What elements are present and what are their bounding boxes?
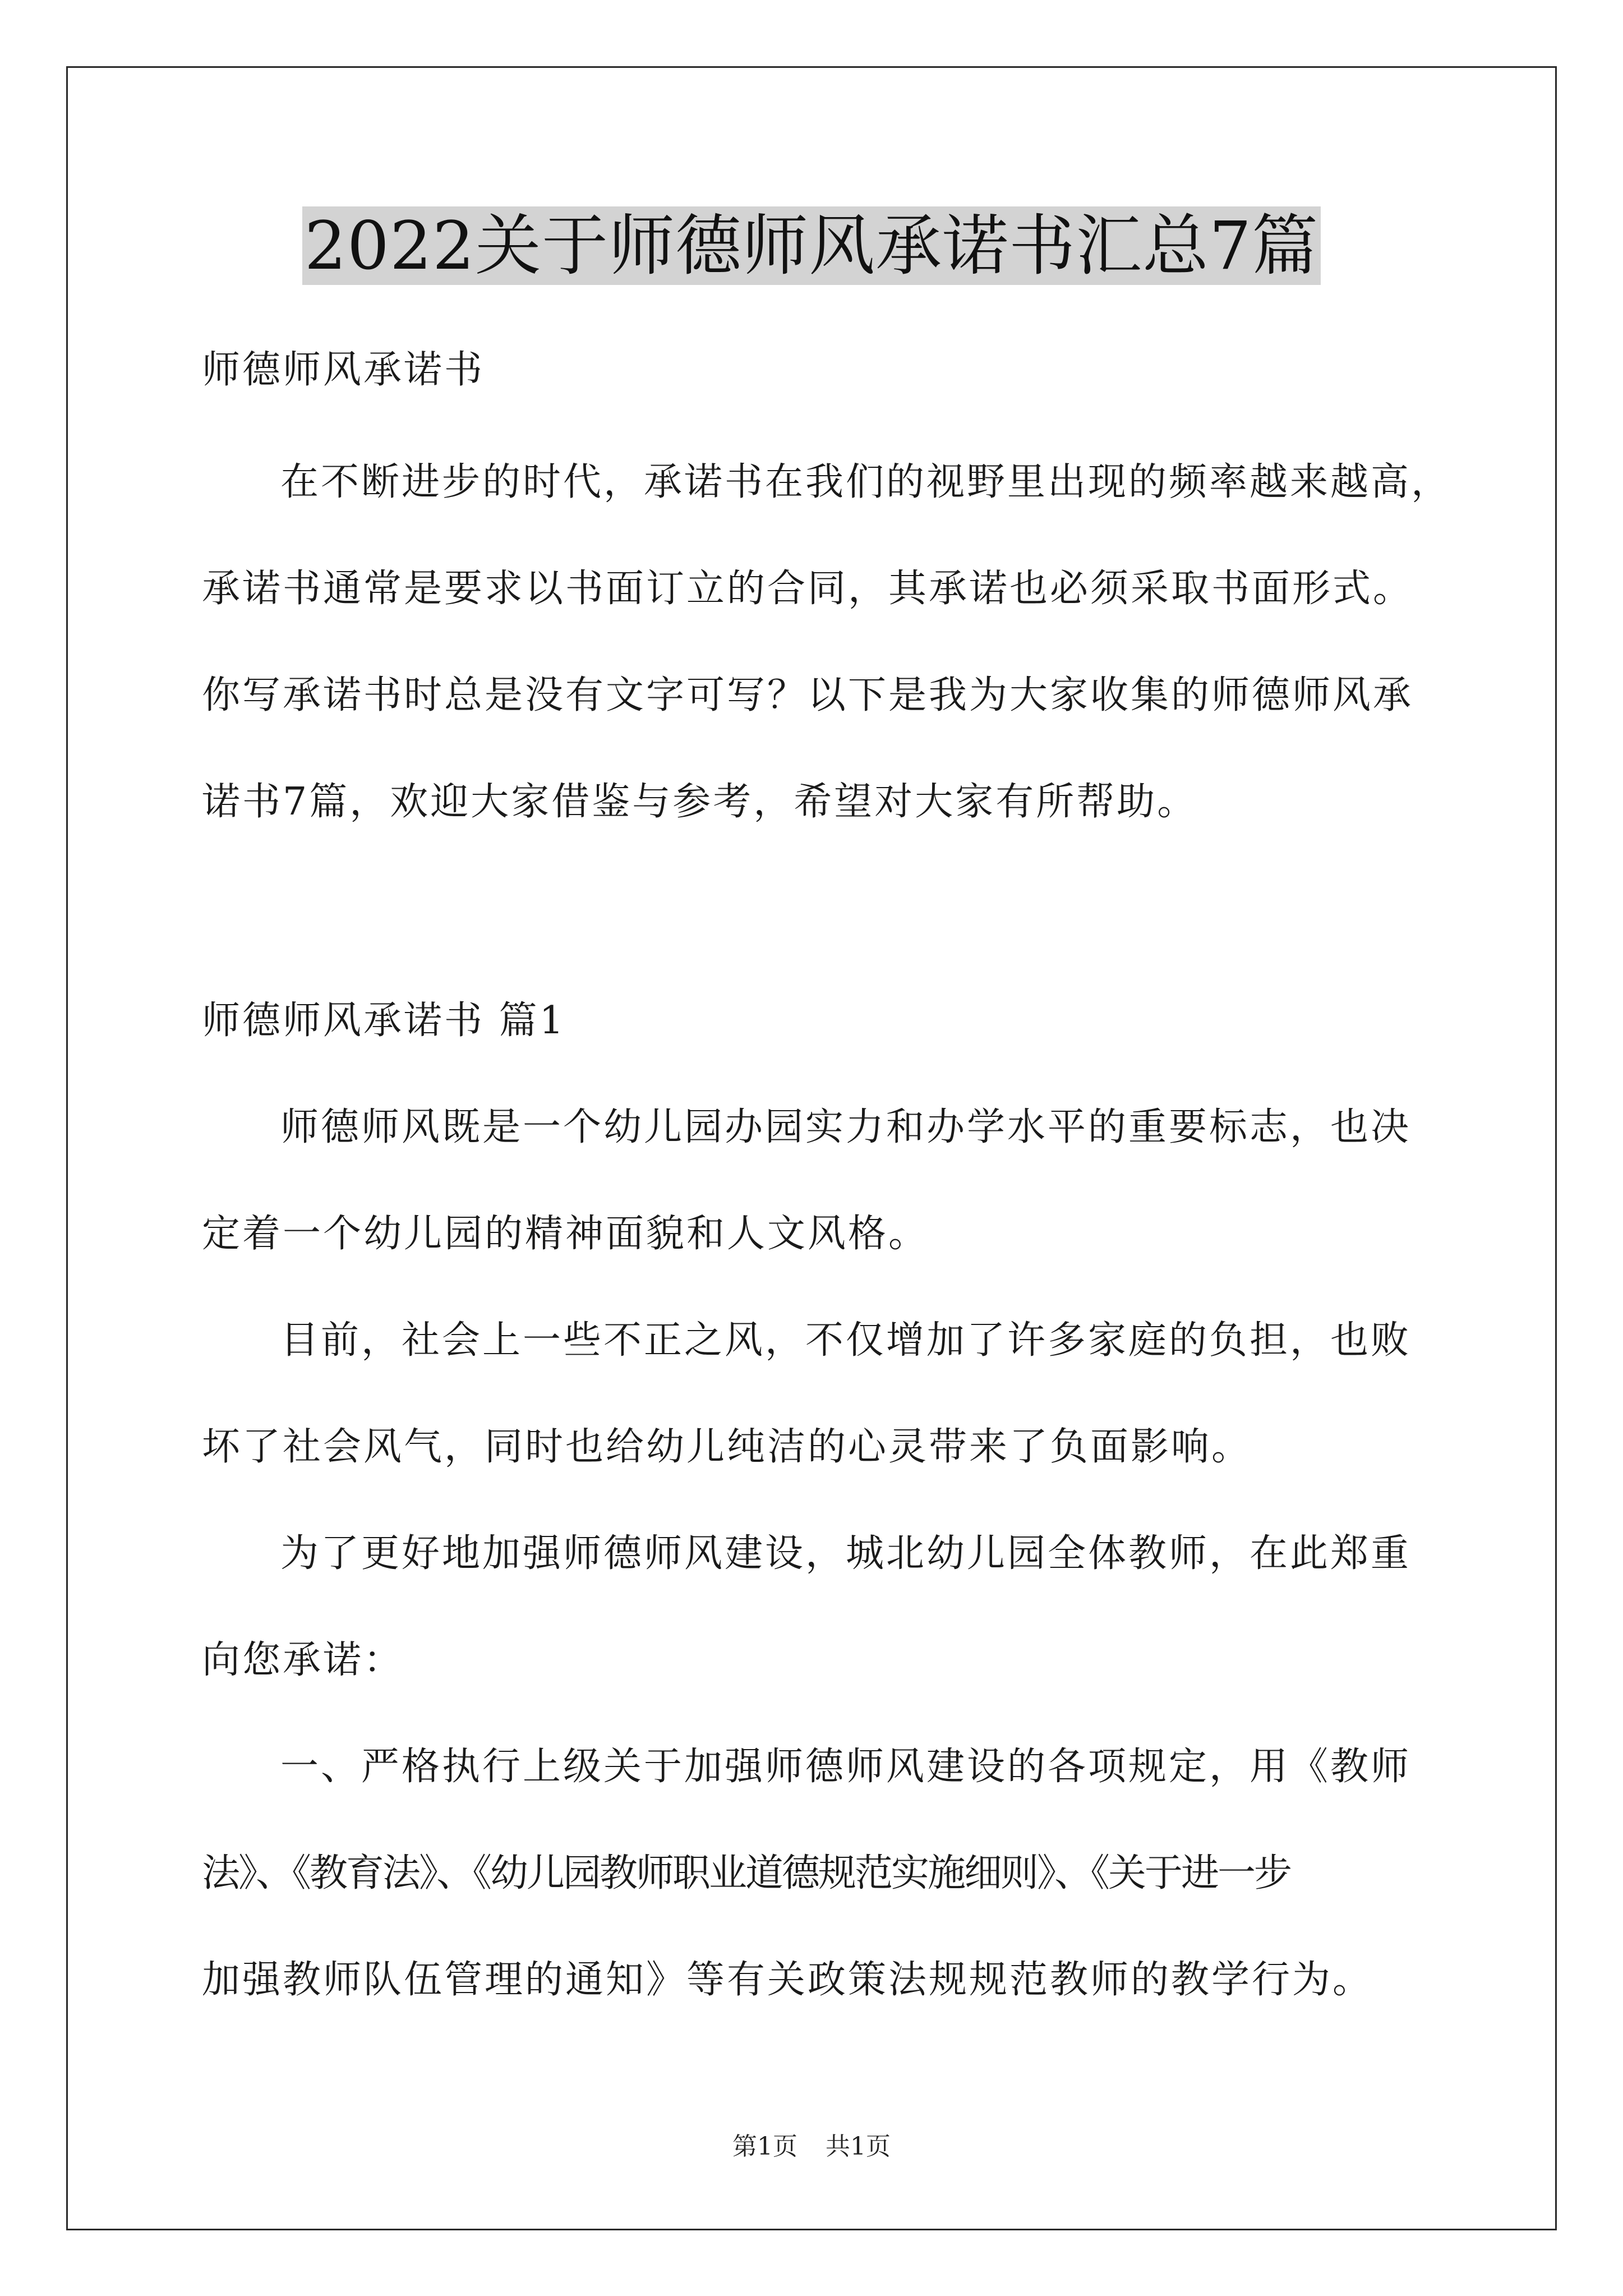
title-container [0,206,1623,285]
intro-line: 承诺书通常是要求以书面订立的合同，其承诺也必须采取书面形式。 [202,567,1414,611]
page-total: 共1页 [826,2132,891,2161]
paragraph-line: 目前，社会上一些不正之风，不仅增加了许多家庭的负担，也败 [280,1318,1412,1363]
paragraph-line: 坏了社会风气，同时也给幼儿纯洁的心灵带来了负面影响。 [202,1425,1252,1469]
paragraph-line: 法》、《教育法》、《幼儿园教师职业道德规范实施细则》、《关于进一步 [202,1851,1291,1895]
paragraph-line: 一、严格执行上级关于加强师德师风建设的各项规定，用《教师 [280,1745,1412,1789]
document-title: 2022关于师德师风承诺书汇总7篇 [302,206,1321,285]
paragraph-line: 为了更好地加强师德师风建设，城北幼儿园全体教师，在此郑重 [280,1531,1412,1576]
intro-line: 诺书7篇，欢迎大家借鉴与参考，希望对大家有所帮助。 [202,780,1198,824]
page-number: 第1页 [732,2132,797,2161]
paragraph-line: 师德师风既是一个幼儿园办园实力和办学水平的重要标志，也决 [280,1105,1412,1149]
paragraph-line: 定着一个幼儿园的精神面貌和人文风格。 [202,1212,929,1256]
paragraph-line: 向您承诺： [202,1638,404,1682]
paragraph-line: 加强教师队伍管理的通知》等有关政策法规规范教师的教学行为。 [202,1958,1373,2002]
section-heading-1: 师德师风承诺书 篇1 [202,999,566,1043]
page-footer [0,2126,1623,2162]
section-heading-main: 师德师风承诺书 [202,348,485,392]
intro-line: 在不断进步的时代，承诺书在我们的视野里出现的频率越来越高， [280,460,1452,504]
intro-line: 你写承诺书时总是没有文字可写？以下是我为大家收集的师德师风承 [202,673,1414,717]
